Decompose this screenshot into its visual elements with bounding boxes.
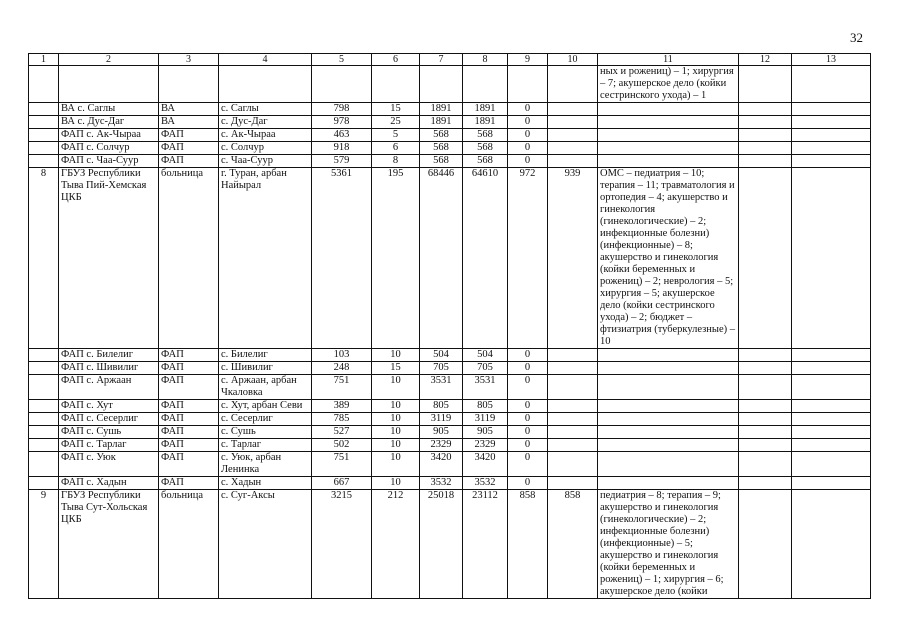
table-row [29, 439, 871, 452]
cell-type: ФАП [159, 142, 219, 155]
cell-c12 [739, 349, 792, 362]
cell-c6 [372, 66, 420, 103]
cell-address: с. Шивилиг [219, 362, 312, 375]
cell-c12 [739, 129, 792, 142]
cell-num: 8 [29, 168, 59, 349]
cell-type: ФАП [159, 129, 219, 142]
table-row [29, 103, 871, 116]
cell-c5: 389 [312, 400, 372, 413]
cell-num [29, 155, 59, 168]
cell-profile: педиатрия – 8; терапия – 9; акушерство и гинекология (гинекологические) – 2; инфекционные болезни) (инфекционные) – 5; акушерство и гинекология (койки беременных и рожениц) – 1; хирургия – 6; акушерское дело (койки [598, 490, 739, 599]
cell-c5: 751 [312, 452, 372, 477]
cell-profile [598, 103, 739, 116]
cell-name: ГБУЗ Республики Тыва Пий-Хемская ЦКБ [59, 168, 159, 349]
cell-type: ФАП [159, 362, 219, 375]
cell-c7: 504 [420, 349, 463, 362]
cell-address: с. Саглы [219, 103, 312, 116]
cell-c9: 0 [508, 116, 548, 129]
cell-num [29, 477, 59, 490]
cell-num [29, 375, 59, 400]
cell-name: ФАП с. Билелиг [59, 349, 159, 362]
cell-c9: 0 [508, 426, 548, 439]
cell-c7 [420, 66, 463, 103]
cell-type: ФАП [159, 155, 219, 168]
cell-c13 [792, 168, 871, 349]
cell-profile [598, 439, 739, 452]
cell-c13 [792, 490, 871, 599]
cell-c8 [463, 66, 508, 103]
cell-c5: 667 [312, 477, 372, 490]
cell-c10 [548, 155, 598, 168]
cell-type: ФАП [159, 400, 219, 413]
header-cell-4: 4 [219, 54, 312, 66]
cell-c8: 568 [463, 129, 508, 142]
cell-c6: 10 [372, 477, 420, 490]
cell-num [29, 349, 59, 362]
cell-name: ФАП с. Хут [59, 400, 159, 413]
cell-c8: 64610 [463, 168, 508, 349]
cell-c7: 3531 [420, 375, 463, 400]
cell-profile: ных и рожениц) – 1; хирургия – 7; акушерское дело (койки сестринского ухода) – 1 [598, 66, 739, 103]
cell-c8: 905 [463, 426, 508, 439]
cell-c6: 5 [372, 129, 420, 142]
cell-type: ФАП [159, 452, 219, 477]
cell-c12 [739, 142, 792, 155]
cell-c6: 10 [372, 400, 420, 413]
cell-c10 [548, 439, 598, 452]
cell-profile [598, 129, 739, 142]
cell-c7: 568 [420, 142, 463, 155]
cell-type: ФАП [159, 413, 219, 426]
cell-c5: 5361 [312, 168, 372, 349]
cell-type: больница [159, 490, 219, 599]
cell-c9: 972 [508, 168, 548, 349]
cell-c9: 0 [508, 142, 548, 155]
cell-num: 9 [29, 490, 59, 599]
header-cell-10: 10 [548, 54, 598, 66]
cell-c6: 10 [372, 349, 420, 362]
cell-c5: 248 [312, 362, 372, 375]
cell-profile [598, 142, 739, 155]
cell-c6: 6 [372, 142, 420, 155]
cell-c7: 568 [420, 129, 463, 142]
cell-address: с. Сесерлиг [219, 413, 312, 426]
cell-c8: 568 [463, 155, 508, 168]
cell-c12 [739, 116, 792, 129]
cell-c10 [548, 349, 598, 362]
cell-profile [598, 426, 739, 439]
cell-c10 [548, 375, 598, 400]
cell-c10 [548, 400, 598, 413]
cell-address: с. Хут, арбан Севи [219, 400, 312, 413]
cell-address: с. Чаа-Суур [219, 155, 312, 168]
cell-c13 [792, 155, 871, 168]
cell-address: с. Аржаан, арбан Чкаловка [219, 375, 312, 400]
cell-c10 [548, 452, 598, 477]
cell-name: ГБУЗ Республики Тыва Сут-Хольская ЦКБ [59, 490, 159, 599]
cell-profile [598, 452, 739, 477]
cell-c7: 905 [420, 426, 463, 439]
cell-address: с. Сушь [219, 426, 312, 439]
cell-c12 [739, 362, 792, 375]
cell-c9: 0 [508, 452, 548, 477]
cell-c6: 10 [372, 413, 420, 426]
cell-c6: 195 [372, 168, 420, 349]
cell-c9: 858 [508, 490, 548, 599]
cell-name: ФАП с. Шивилиг [59, 362, 159, 375]
cell-c13 [792, 116, 871, 129]
cell-address: с. Уюк, арбан Ленинка [219, 452, 312, 477]
table-row [29, 452, 871, 477]
header-cell-8: 8 [463, 54, 508, 66]
cell-c13 [792, 426, 871, 439]
cell-name: ФАП с. Сушь [59, 426, 159, 439]
cell-profile: ОМС – педиатрия – 10; терапия – 11; травматология и ортопедия – 4; акушерство и гинекология (гинекологические) – 2; инфекционные болезни) (инфекционные) – 8; акушерство и гинекология (койки беременных и рожениц) – 2; неврология – 5; хирургия – 5; акушерское дело (койки сестринского ухода) – 2; бюджет – фтизиатрия (туберкулезные) – 10 [598, 168, 739, 349]
cell-c7: 568 [420, 155, 463, 168]
cell-c8: 23112 [463, 490, 508, 599]
cell-profile [598, 349, 739, 362]
cell-num [29, 129, 59, 142]
cell-c12 [739, 168, 792, 349]
table-row [29, 142, 871, 155]
cell-address: г. Туран, арбан Найырал [219, 168, 312, 349]
cell-c13 [792, 400, 871, 413]
cell-name: ФАП с. Солчур [59, 142, 159, 155]
cell-c6: 25 [372, 116, 420, 129]
cell-name: ФАП с. Чаа-Суур [59, 155, 159, 168]
table-row [29, 155, 871, 168]
cell-c5: 751 [312, 375, 372, 400]
cell-c9: 0 [508, 362, 548, 375]
cell-c5: 918 [312, 142, 372, 155]
cell-num [29, 452, 59, 477]
cell-address: с. Дус-Даг [219, 116, 312, 129]
cell-profile [598, 400, 739, 413]
cell-c8: 504 [463, 349, 508, 362]
cell-name: ФАП с. Сесерлиг [59, 413, 159, 426]
cell-c5 [312, 66, 372, 103]
header-cell-12: 12 [739, 54, 792, 66]
cell-name: ФАП с. Аржаан [59, 375, 159, 400]
cell-c5: 463 [312, 129, 372, 142]
cell-c10 [548, 477, 598, 490]
cell-c10 [548, 116, 598, 129]
table-row [29, 426, 871, 439]
cell-c7: 3532 [420, 477, 463, 490]
table-row [29, 400, 871, 413]
cell-c8: 2329 [463, 439, 508, 452]
table-row [29, 413, 871, 426]
cell-name: ФАП с. Хадын [59, 477, 159, 490]
cell-c7: 1891 [420, 103, 463, 116]
cell-address: с. Тарлаг [219, 439, 312, 452]
cell-name: ВА с. Дус-Даг [59, 116, 159, 129]
cell-c12 [739, 452, 792, 477]
cell-num [29, 362, 59, 375]
table-row [29, 66, 871, 103]
cell-c13 [792, 375, 871, 400]
cell-profile [598, 375, 739, 400]
cell-c6: 10 [372, 375, 420, 400]
header-cell-11: 11 [598, 54, 739, 66]
cell-address [219, 66, 312, 103]
cell-c6: 15 [372, 103, 420, 116]
cell-c9: 0 [508, 375, 548, 400]
cell-c12 [739, 400, 792, 413]
cell-c13 [792, 129, 871, 142]
cell-c8: 3420 [463, 452, 508, 477]
cell-c7: 3420 [420, 452, 463, 477]
cell-type: ФАП [159, 426, 219, 439]
cell-name: ФАП с. Ак-Чыраа [59, 129, 159, 142]
cell-c5: 3215 [312, 490, 372, 599]
header-cell-3: 3 [159, 54, 219, 66]
data-table [28, 53, 871, 599]
cell-name: ВА с. Саглы [59, 103, 159, 116]
cell-type: ФАП [159, 477, 219, 490]
cell-c9: 0 [508, 349, 548, 362]
cell-profile [598, 477, 739, 490]
cell-num [29, 426, 59, 439]
cell-type: ФАП [159, 375, 219, 400]
cell-c10: 939 [548, 168, 598, 349]
cell-c7: 25018 [420, 490, 463, 599]
cell-c8: 1891 [463, 116, 508, 129]
table-row [29, 362, 871, 375]
header-cell-6: 6 [372, 54, 420, 66]
cell-c10 [548, 103, 598, 116]
cell-type: ВА [159, 116, 219, 129]
table-row [29, 129, 871, 142]
cell-c9: 0 [508, 155, 548, 168]
cell-c13 [792, 349, 871, 362]
cell-c12 [739, 66, 792, 103]
cell-c10 [548, 129, 598, 142]
cell-c5: 579 [312, 155, 372, 168]
cell-c13 [792, 66, 871, 103]
table-row [29, 477, 871, 490]
cell-c12 [739, 439, 792, 452]
cell-c6: 15 [372, 362, 420, 375]
cell-num [29, 116, 59, 129]
cell-profile [598, 155, 739, 168]
table-row [29, 168, 871, 349]
cell-c10 [548, 413, 598, 426]
cell-c13 [792, 413, 871, 426]
cell-c8: 805 [463, 400, 508, 413]
cell-c5: 785 [312, 413, 372, 426]
cell-c7: 68446 [420, 168, 463, 349]
cell-c5: 978 [312, 116, 372, 129]
cell-name [59, 66, 159, 103]
cell-c8: 1891 [463, 103, 508, 116]
cell-c5: 527 [312, 426, 372, 439]
cell-num [29, 400, 59, 413]
cell-type: ВА [159, 103, 219, 116]
cell-c7: 705 [420, 362, 463, 375]
cell-c10: 858 [548, 490, 598, 599]
header-cell-1: 1 [29, 54, 59, 66]
cell-c13 [792, 362, 871, 375]
cell-c12 [739, 477, 792, 490]
cell-profile [598, 116, 739, 129]
cell-c6: 10 [372, 452, 420, 477]
cell-c9: 0 [508, 413, 548, 426]
cell-c10 [548, 362, 598, 375]
cell-c12 [739, 375, 792, 400]
cell-c10 [548, 66, 598, 103]
cell-address: с. Солчур [219, 142, 312, 155]
cell-c8: 3531 [463, 375, 508, 400]
cell-num [29, 66, 59, 103]
cell-c9: 0 [508, 439, 548, 452]
cell-c10 [548, 142, 598, 155]
table-row [29, 490, 871, 599]
cell-c7: 3119 [420, 413, 463, 426]
page-number: 32 [850, 30, 863, 45]
cell-num [29, 439, 59, 452]
cell-c6: 10 [372, 439, 420, 452]
cell-c6: 212 [372, 490, 420, 599]
cell-c12 [739, 103, 792, 116]
cell-c9 [508, 66, 548, 103]
table-row [29, 349, 871, 362]
cell-type: больница [159, 168, 219, 349]
cell-type [159, 66, 219, 103]
cell-c8: 3119 [463, 413, 508, 426]
header-cell-7: 7 [420, 54, 463, 66]
cell-c7: 2329 [420, 439, 463, 452]
cell-address: с. Билелиг [219, 349, 312, 362]
cell-address: с. Хадын [219, 477, 312, 490]
cell-c12 [739, 413, 792, 426]
cell-c13 [792, 452, 871, 477]
cell-c9: 0 [508, 129, 548, 142]
table-header-row [29, 54, 871, 66]
cell-c13 [792, 142, 871, 155]
cell-profile [598, 413, 739, 426]
cell-num [29, 413, 59, 426]
cell-c12 [739, 490, 792, 599]
cell-num [29, 142, 59, 155]
cell-type: ФАП [159, 349, 219, 362]
cell-c8: 3532 [463, 477, 508, 490]
cell-c5: 798 [312, 103, 372, 116]
cell-c12 [739, 155, 792, 168]
cell-c8: 568 [463, 142, 508, 155]
cell-c7: 805 [420, 400, 463, 413]
cell-c8: 705 [463, 362, 508, 375]
cell-c12 [739, 426, 792, 439]
header-cell-13: 13 [792, 54, 871, 66]
cell-c7: 1891 [420, 116, 463, 129]
cell-c10 [548, 426, 598, 439]
cell-c9: 0 [508, 103, 548, 116]
header-cell-2: 2 [59, 54, 159, 66]
header-cell-5: 5 [312, 54, 372, 66]
cell-c5: 103 [312, 349, 372, 362]
cell-type: ФАП [159, 439, 219, 452]
cell-c9: 0 [508, 400, 548, 413]
cell-c9: 0 [508, 477, 548, 490]
cell-c13 [792, 103, 871, 116]
cell-c5: 502 [312, 439, 372, 452]
cell-c13 [792, 439, 871, 452]
cell-c6: 10 [372, 426, 420, 439]
cell-address: с. Суг-Аксы [219, 490, 312, 599]
cell-name: ФАП с. Уюк [59, 452, 159, 477]
cell-profile [598, 362, 739, 375]
cell-c13 [792, 477, 871, 490]
cell-name: ФАП с. Тарлаг [59, 439, 159, 452]
table-row [29, 116, 871, 129]
cell-c6: 8 [372, 155, 420, 168]
table-row [29, 375, 871, 400]
cell-num [29, 103, 59, 116]
header-cell-9: 9 [508, 54, 548, 66]
cell-address: с. Ак-Чыраа [219, 129, 312, 142]
